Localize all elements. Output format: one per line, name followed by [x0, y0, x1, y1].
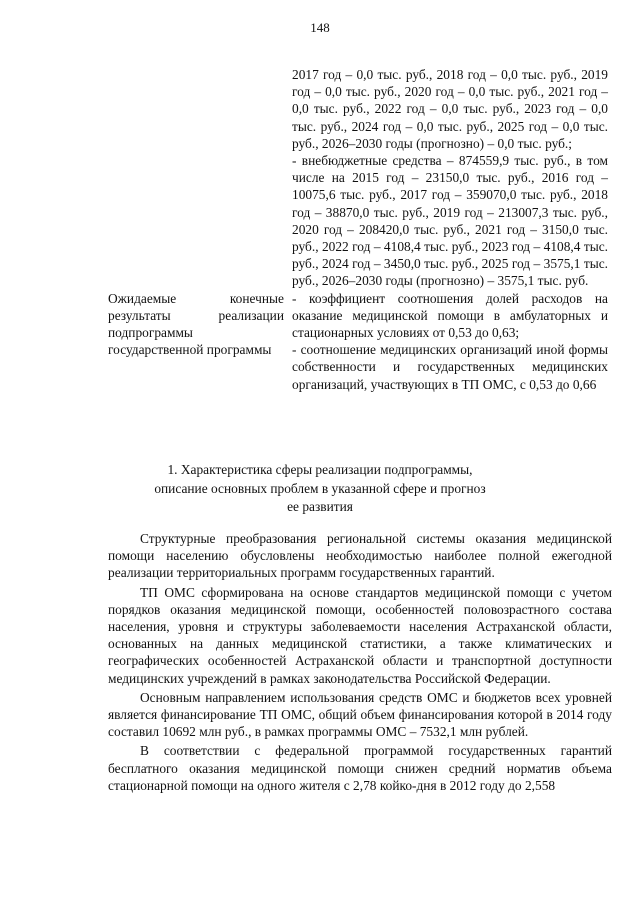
paragraph: В соответствии с федеральной программой государственных гарантий бесплатного оказания медицинской помощи снижен средний норматив объема стационарной помощи на одного жителя с 2,78 койко-дня в 2012 году до 2,558 — [108, 743, 612, 793]
financing-value-cell — [292, 66, 608, 290]
body-text — [108, 530, 612, 794]
financing-label-cell — [108, 66, 292, 290]
expected-results-label: Ожидаемые конечные результаты реализации подпрограммы государственной программы — [108, 290, 284, 358]
paragraph: Основным направлением использования средств ОМС и бюджетов всех уровней является финансирование ТП ОМС, общий объем финансирования которой в 2014 году составил 10692 млн руб., в рамках программы ОМС – 7532,1 млн рублей. — [108, 689, 612, 740]
financing-extrabudgetary: - внебюджетные средства – 874559,9 тыс. руб., в том числе на 2015 год – 23150,0 тыс. руб., 2016 год – 10075,6 тыс. руб., 2017 год – 359070,0 тыс. руб., 2018 год – 38870,0 тыс. руб., 2019 год – 213007,3 тыс. руб., 2020 год – 208420,0 тыс. руб., 2021 год – 3150,0 тыс. руб., 2022 год – 4108,4 тыс. руб., 2023 год – 4108,4 тыс. руб., 2024 год – 3450,0 тыс. руб., 2025 год – 3575,1 тыс. руб., 2026–2030 годы (прогнозно) – 3575,1 тыс. руб. — [292, 153, 608, 289]
section-heading-line: описание основных проблем в указанной сфере и прогноз — [154, 480, 486, 496]
passport-table — [108, 66, 608, 393]
financing-row — [108, 66, 608, 290]
section-heading-line: ее развития — [287, 499, 353, 514]
section-heading — [0, 461, 640, 517]
paragraph: ТП ОМС сформирована на основе стандартов медицинской помощи с учетом порядков оказания медицинской помощи, особенностей половозрастного состава населения, уровня и структуры заболеваемости населения Астраханской области, основанных на данных медицинской статистики, а также климатических и географических особенностей Астраханской области и транспортной доступности медицинских учреждений в рамках законодательства Российской Федерации. — [108, 584, 612, 686]
expected-result-ratio: - соотношение медицинских организаций иной формы собственности и государственных медицинских организаций, участвующих в ТП ОМС, с 0,53 до 0,66 — [292, 342, 608, 392]
expected-results-row — [108, 290, 608, 393]
page-number: 148 — [310, 20, 330, 35]
financing-budget-years: 2017 год – 0,0 тыс. руб., 2018 год – 0,0 тыс. руб., 2019 год – 0,0 тыс. руб., 2020 год – 0,0 тыс. руб., 2021 год – 0,0 тыс. руб., 2022 год – 0,0 тыс. руб., 2023 год – 0,0 тыс. руб., 2024 год – 0,0 тыс. руб., 2025 год – 0,0 тыс. руб., 2026–2030 годы (прогнозно) – 0,0 тыс. руб.; — [292, 67, 608, 151]
expected-results-value-cell — [292, 290, 608, 393]
expected-result-coefficient: - коэффициент соотношения долей расходов на оказание медицинской помощи в амбулаторных и стационарных условиях от 0,53 до 0,63; — [292, 290, 608, 341]
paragraph: Структурные преобразования региональной системы оказания медицинской помощи населению обусловлены необходимостью наиболее полной ежегодной реализации территориальных программ государственных гарантий. — [108, 531, 612, 581]
section-heading-line: 1. Характеристика сферы реализации подпрограммы, — [167, 462, 473, 477]
